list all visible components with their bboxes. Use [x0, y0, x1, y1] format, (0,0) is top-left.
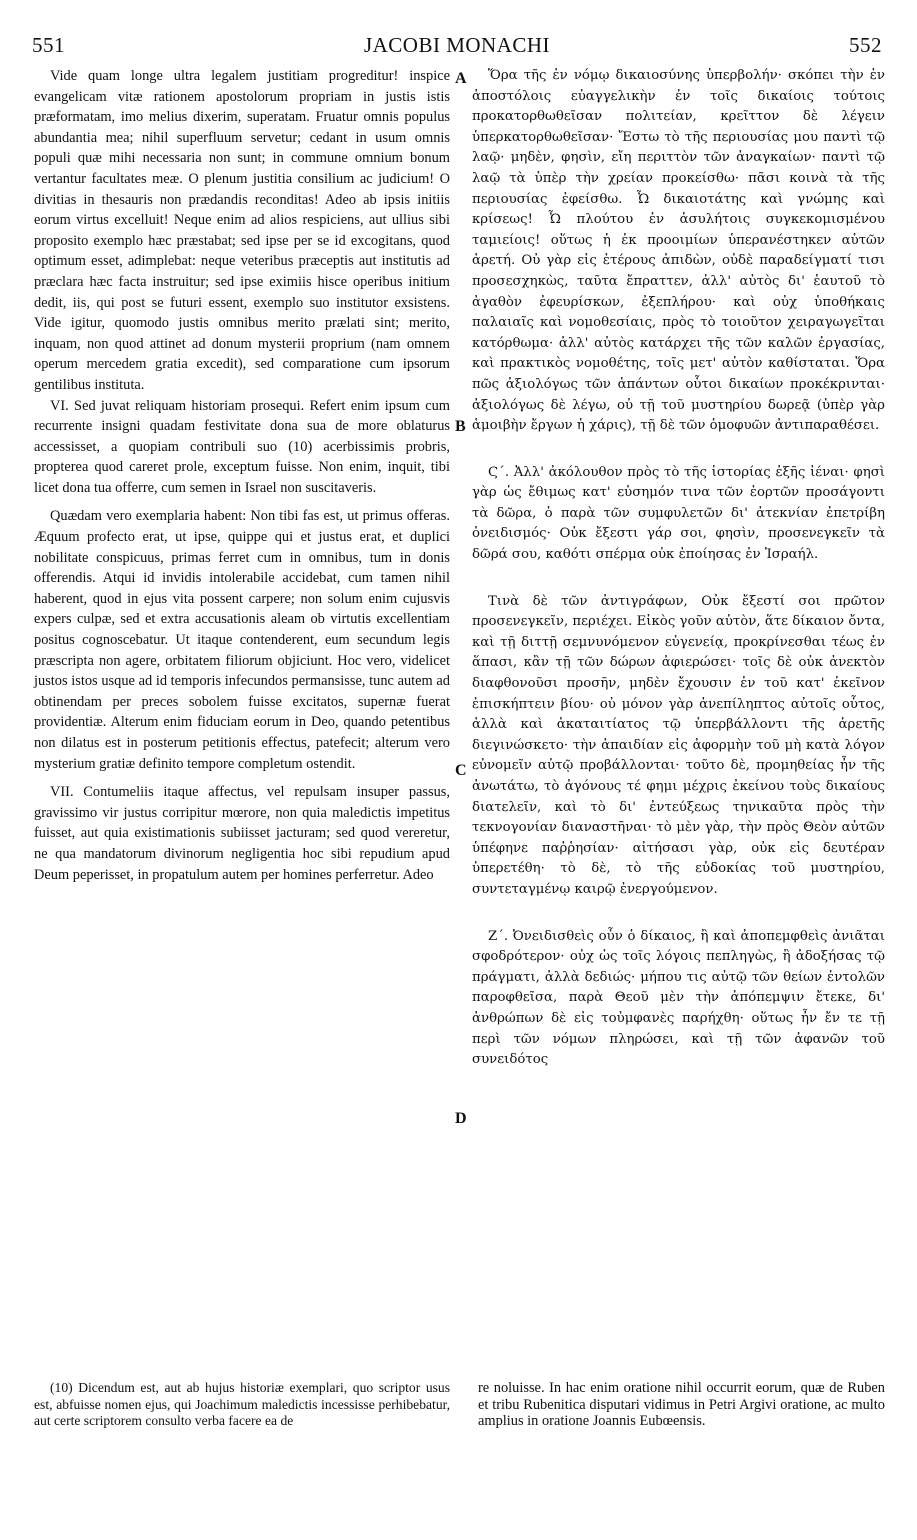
- margin-letter-b: B: [455, 418, 466, 435]
- running-title: JACOBI MONACHI: [363, 33, 551, 57]
- greek-column: [472, 66, 885, 1071]
- running-header: [32, 33, 882, 61]
- footnote-continuation: re noluisse. In hac enim oratione nihil occurrit eorum, quæ de Ruben et tribu Rubenitica disputari vidimus in Petri Argivi oratione, ac multo amplius in oratione Joannis Eubœensis.: [478, 1380, 885, 1429]
- greek-paragraph: Τινὰ δὲ τῶν ἀντιγράφων, Οὐκ ἔξεστί σοι πρῶτον προσενεγκεῖν, περιέχει. Εἰκὸς γοῦν αὐτὸν, ἅτε δίκαιον ὄντα, καὶ τῇ διττῇ σεμνυνόμενον εὐγενείᾳ, προκρίνεσθαι τέως ἐν ἅπασι, κἂν τῇ τῶν δώρων ἀφιερώσει· τοῖς δὲ οὐκ ἀνεκτὸν διαφθονοῦσι προσῆν, μηδὲν ἔχουσιν ἐν τοῦ κατ' ἐκεῖνον ἐπισκήπτειν βίου· οὐ μόνον γὰρ ἀνεπίληπτος αὐτοῖς οὗτος, ἀλλὰ καὶ ἀκαταιτίατος τῷ ὑπερβάλλοντι τῆς ἀρετῆς διεγινώσκετο· τὴν ἀπαιδίαν εἰς ἀφορμὴν τοῦ μὴ κατὰ λόγον εὐνομεῖν αὐτῷ προβάλλονται· τοῦτο δὲ, προμηθείας ἦν τῆς ἀνωτάτω, τὸ ἀγόνους τέ φημι μέχρις ἐκείνου τοὺς δικαίους διατελεῖν, καὶ τὸ δι' ἐντεύξεως τηνικαῦτα πρὸς τὴν τεκνογονίαν διαναστῆναι· τὸ μὲν γὰρ, τὴν πρὸς Θεὸν αὐτῶν ὑπέφηνε παῤῥησίαν· αἰτήσασι γὰρ, οὐκ εἰς δευτέραν ὑπερετέθη· τὸ δὲ, τὸ τῆς εὐδοκίας τοῦ μυστηρίου, συντεταγμένῳ καιρῷ ἐνεργούμενον.: [472, 593, 885, 897]
- latin-column: [34, 66, 450, 885]
- greek-paragraph: Ζ΄. Ὀνειδισθεὶς οὖν ὁ δίκαιος, ἢ καὶ ἀποπεμφθεὶς ἀνιᾶται σφοδρότερον· οὐχ ὡς τοῖς λόγοις πεπληγὼς, ἢ ἀδοξήσας τῷ πράγματι, ἀλλὰ δεδιώς· μήπου τις αὐτῷ τῶν θείων ἐντολῶν παροφθεῖσα, παρὰ Θεοῦ μὲν τὴν ἀπόπεμψιν ἔτεκε, δι' ἀνθρώπων δὲ εἰς τοὐμφανὲς παρήχθη· οὕτως ἦν ἔν τε τῇ περὶ τῶν νόμων πληρώσει, καὶ τῇ τῶν ἀφανῶν τοῦ συνειδότος: [472, 928, 885, 1068]
- footnote-text: (10) Dicendum est, aut ab hujus historiæ exemplari, quo scriptor usus est, abfuisse nomen ejus, qui Joachimum maledictis incessisse perhibebatur, aut certe scriptorem consulto verba facere ea de: [34, 1380, 450, 1428]
- latin-paragraph: VI. Sed juvat reliquam historiam prosequi. Refert enim ipsum cum recurrente insigni quadam festivitate dona sua de more oblaturus accessisset, a quopiam contribuli suo (10) acerbissimis probris, propterea quod careret prole, exceptum fuisse. Non enim, inquit, tibi licet dona tua offerre, cum semen in Israel non suscitaveris.: [34, 397, 450, 496]
- greek-paragraph: Ϛ΄. Ἀλλ' ἀκόλουθον πρὸς τὸ τῆς ἱστορίας ἐξῆς ἰέναι· φησὶ γὰρ ὡς ἔθιμως κατ' εὐσημόν τινα τῶν ἑορτῶν προσάγοντι τὰ δῶρα, ὁ παρὰ τῶν συμφυλετῶν δι' ἀτεκνίαν ἐπετρίβη ὀνειδισμός· Οὐκ ἔξεστι γάρ σοι, φησὶν, προσενεγκεῖν τὰ δῶρά σου, καθότι σπέρμα οὐκ ἐποίησας ἐν Ἰσραήλ.: [472, 464, 885, 563]
- margin-letter-d: D: [455, 1110, 467, 1127]
- latin-paragraph: Vide quam longe ultra legalem justitiam progreditur! inspice evangelicam vitæ rationem apostolorum propriam in justis istis præformatam, imo melius dixerim, superatam. Fruatur omnis populus abundantia mea; nihil superfluum servetur; cedant in usum omnis populi quæ mihi necessaria non sunt; in commune omnium bonum vertantur facultates meæ. O plenum justitia consilium ac judicium! O divitias in thesauris non prædandis reconditas! Adeo ab ipsis initiis eorum virtus excelluit! Neque enim ad alios respiciens, aut ullius sibi proposito exemplo hæc præstabat; sed ipse per se id excogitans, quod optimum esset, adimplebat: neque veteribus præceptis aut institutis ad præclara hæc facta instruitur; sed ipse eximiis hisce operibus initium dedit, iis, qui post se futuri essent, exemplo suo institutor exsistens. Vide igitur, quomodo justis omnibus merito prælati sint; merito, inquam, non quod attinet ad donum mysterii proprium (nam omnem operum mercedem gratia excedit), sed comparatione cum ipsorum gentilibus instituta.: [34, 68, 450, 393]
- page-number-right: 552: [849, 33, 882, 57]
- margin-letter-c: C: [455, 762, 467, 779]
- greek-paragraph: Ὅρα τῆς ἐν νόμῳ δικαιοσύνης ὑπερβολήν· σκόπει τὴν ἐν ἀποστόλοις εὐαγγελικὴν ἐν τοῖς δικαίοις τούτοις προκατορθωθεῖσαν πολιτείαν, κρεῖττον δὲ λέγειν ὑπερκατορθωθεῖσαν· Ἔστω τὸ τῆς περιουσίας μου παντὶ τῷ λαῷ· μηδὲν, φησὶν, εἴη περιττὸν τῶν ἀναγκαίων· παντὶ τῷ λαῷ τὰ ὑπὲρ τὴν χρείαν προκείσθω· πᾶσι κοινὰ τὰ τῆς περιουσίας ἐφείσθω. Ὦ δικαιοτάτης καὶ γνώμης καὶ κρίσεως! Ὦ πλούτου ἐν ἀσυλήτοις συγκεκομισμένου ταμιείοις! οὕτως ἡ ἐκ προοιμίων ὑπερανέστηκεν αὐτῶν ἀρετή. Οὐ γὰρ εἰς ἑτέρους ἀπιδὼν, οὐδὲ παραδείγματί τισι προσεσχηκὼς, ταῦτα ἔπραττεν, ἀλλ' αὐτὸς δι' ἑαυτοῦ τὸ ἀγαθὸν ἐφευρίσκων, ἐξεπλήρου· καὶ οὐχ ὑποθήκαις παλαιαῖς καὶ νομοθεσίαις, πρὸς τὸ τοιοῦτον χειραγωγεῖται κατόρθωμα· ἀλλ' αὐτὸς κατάρχει τῆς τῶν καλῶν ἐργασίας, καὶ πρακτικὸς νομοθέτης, τοῖς μετ' αὐτὸν καθίσταται. Ὅρα πῶς ἀξιολόγως τῶν ἁπάντων οὗτοι δικαίων προκέκρινται· ἀξιολόγως δὲ λέγω, οὐ τῇ τοῦ μυστηρίου δωρεᾷ (ὑπὲρ γὰρ ἁμοιβὴν ἔργων ἡ χάρις), τῇ δὲ τῶν ὁμοφυῶν ἀντιπαραθέσει.: [472, 68, 885, 434]
- margin-letter-a: A: [455, 70, 467, 87]
- footnote-left: [34, 1380, 450, 1430]
- latin-paragraph: Quædam vero exemplaria habent: Non tibi fas est, ut primus offeras. Æquum profecto erat, ut ipse, quippe qui et justus erat, et duplici nobilitate conspicuus, primas ferret cum in omnibus, tum in donis offerendis. Atqui id invidis intolerabile accidebat, cum tamen nihil haberent, quod in ejus vita possent carpere; non solum enim cujusvis expers culpæ, sed et extra accusationis aleam ob virtutis excellentiam positus cognoscebatur. Ut itaque contenderent, eum secundum legis præscripta non agere, orbitatem filiorum objiciunt. Hoc vero, videlicet justos istos usque ad id temporis infecundos permansisse, tunc autem ad obtinendam per preces sobolem fuisse excitatos, supernæ fuerat providentiæ. Alterum enim fiduciam eorum in Deo, quando petentibus non dilatus est in posterum petitionis effectus, patefecit; alterum vero mysterium gratiæ definito tempore completum ostendit.: [34, 508, 450, 772]
- latin-paragraph: VII. Contumeliis itaque affectus, vel repulsam insuper passus, gravissimo vir justus corripitur mœrore, non quia maledictis impetitus fuisset, aut quia existimationis subiisset jacturam; sed quod vereretur, ne qua mandatorum divinorum negligentia hoc sibi repudium apud Deum peperisset, in propatulum autem per homines perferretur. Adeo: [34, 784, 450, 883]
- page-number-left: 551: [32, 33, 65, 57]
- footnote-right: [478, 1380, 885, 1430]
